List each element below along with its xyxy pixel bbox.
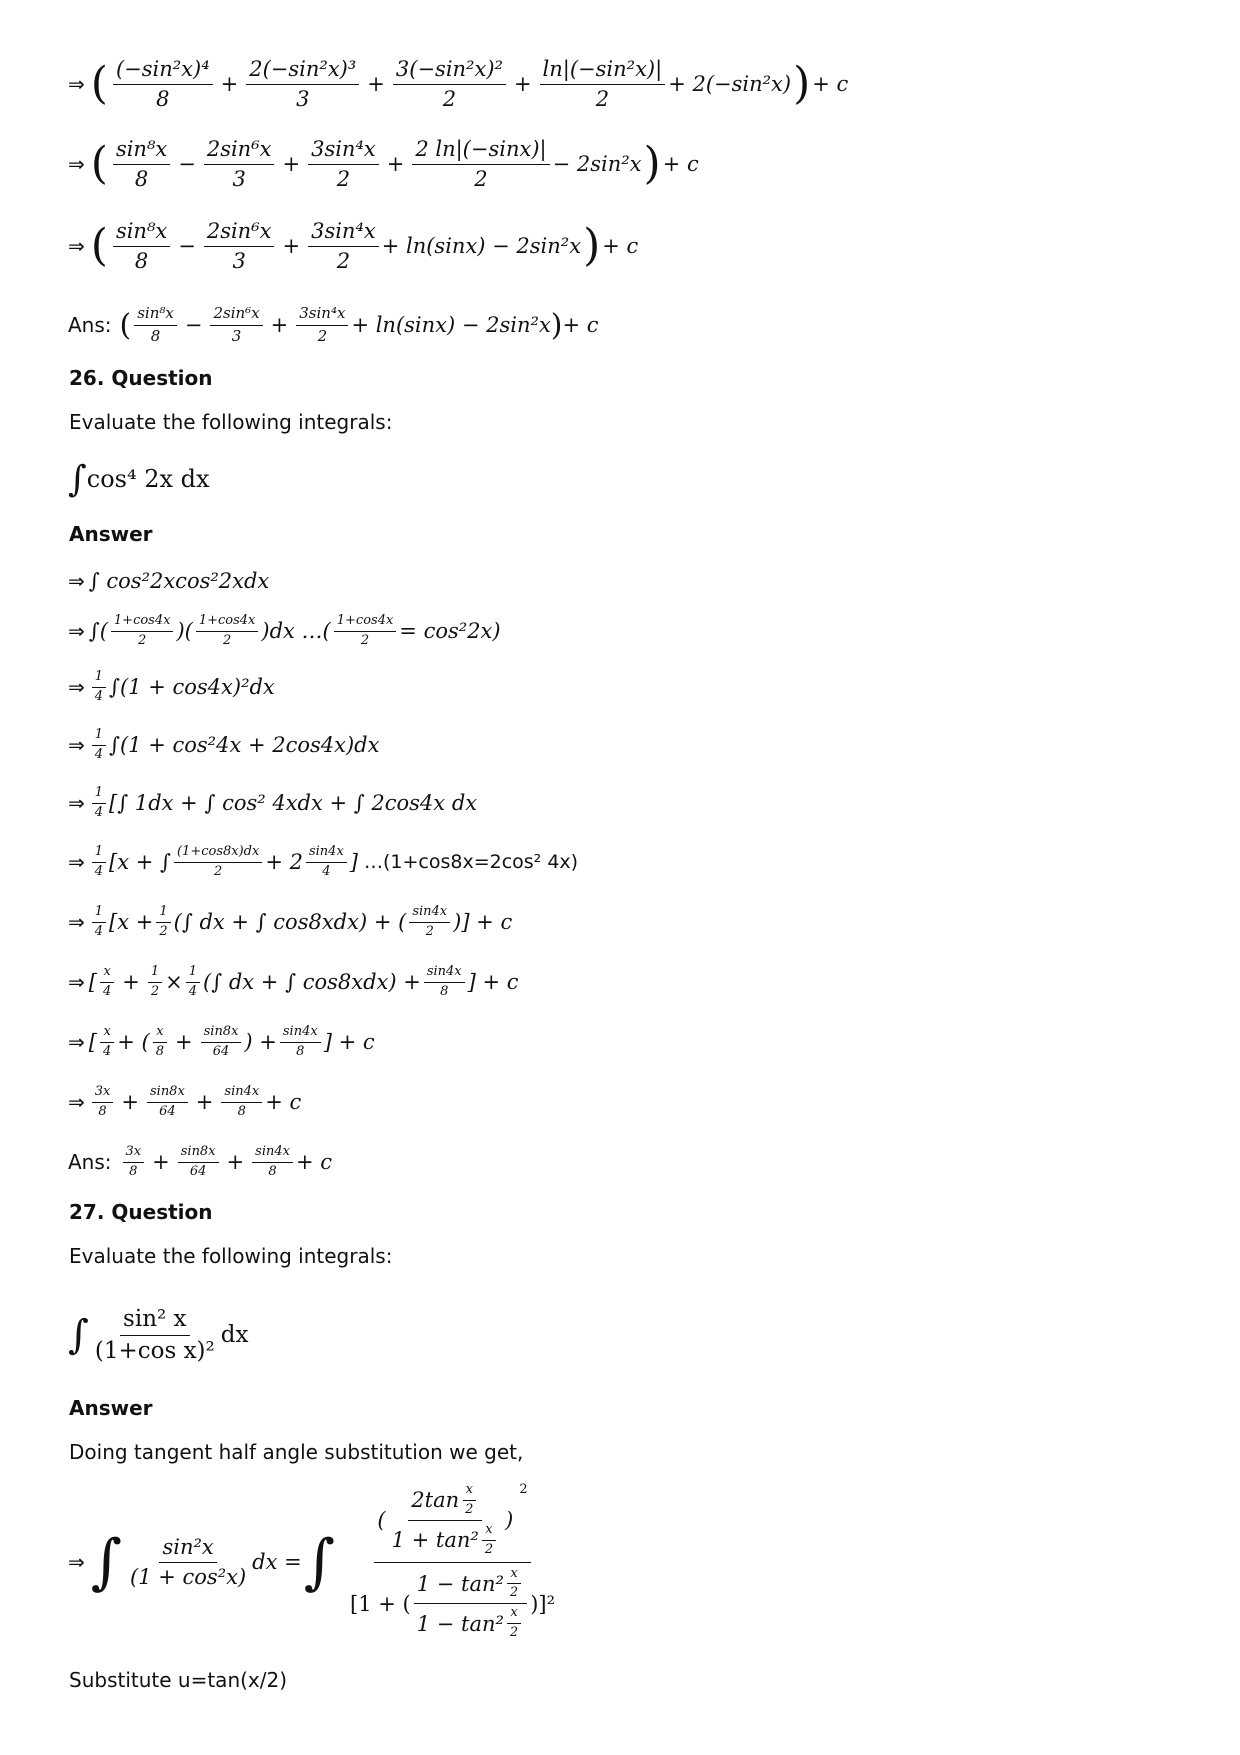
step-4: ⇒ $\frac{1}{4}$ ∫(1 + cos²4x + 2cos4x)dx xyxy=(68,726,380,762)
fraction: $\frac{\text{ln|(−sin²x)|}}{2}$ xyxy=(540,57,666,110)
step-6: ⇒ $\frac{1}{4}$ [x + ∫ $\frac{(1+\cos 8x)dx}{2}$ + 2 $\frac{\sin 4x}{4}$ ] …(1+cos8x=2cos² 4x) xyxy=(68,843,579,879)
answer-heading-27: Answer xyxy=(69,1396,153,1420)
tangent-substitution-equation: ⇒ ∫ $\frac{\text{sin²x}}{\text{(1 + cos²x)}}$ dx = ∫ ( 2tan $\frac{x}{2}$ 1 + tan² $\frac{x}{2}$ ) 2 [1 + ( 1 − tan² $\frac{x}{2}$ 1 − tan² $\frac{x}{2}$ )]² xyxy=(68,1478,561,1646)
step-5: ⇒ $\frac{1}{4}$ [∫ 1dx + ∫ cos² 4xdx + ∫ 2cos4x dx xyxy=(68,784,478,820)
implies-symbol: ⇒ xyxy=(68,72,85,96)
step-10: ⇒ $\frac{3x}{8}$ + $\frac{\sin 8x}{64}$ + $\frac{\sin 4x}{8}$ + c xyxy=(68,1083,302,1119)
equation-line-2: ⇒ ( $\frac{\text{sin⁸x}}{8}$ − $\frac{\text{2sin⁶x}}{3}$ + $\frac{\text{3sin⁴x}}{2}$ + $\frac{2 \ln|(-\sin x)|}{2}$ − 2sin²x ) + c xyxy=(68,137,699,191)
fraction: $\frac{\text{(−sin²x)⁴}}{8}$ xyxy=(113,57,213,110)
substitution-note: Substitute u=tan(x/2) xyxy=(69,1668,288,1692)
question-26-integral: ∫ cos⁴ 2x dx xyxy=(68,458,210,500)
step-1: ⇒ ∫ cos²2xcos²2xdx xyxy=(68,569,270,593)
question-27-prompt: Evaluate the following integrals: xyxy=(69,1244,393,1268)
substitution-intro: Doing tangent half angle substitution we get, xyxy=(69,1440,524,1464)
step-3: ⇒ $\frac{1}{4}$ ∫(1 + cos4x)²dx xyxy=(68,668,275,704)
step-2: ⇒ ∫( $\frac{1+\cos 4x}{2}$ )( $\frac{1+\cos 4x}{2}$ )dx …( $\frac{1+\cos 4x}{2}$ = cos²2x) xyxy=(68,612,501,648)
step-7: ⇒ $\frac{1}{4}$ [x + $\frac{1}{2}$ (∫ dx + ∫ cos8xdx) + ( $\frac{\sin 4x}{2}$ )] + c xyxy=(68,903,513,939)
step-8: ⇒ [ $\frac{x}{4}$ + $\frac{1}{2}$ × $\frac{1}{4}$ (∫ dx + ∫ cos8xdx) + $\frac{\sin 4x}{8}$ ] + c xyxy=(68,963,519,999)
question-27-heading: 27. Question xyxy=(69,1200,213,1224)
fraction: $\frac{\text{2(−sin²x)³}}{3}$ xyxy=(246,57,359,110)
equation-line-1: ⇒ ( $\frac{\text{(−sin²x)⁴}}{8}$ + $\frac{\text{2(−sin²x)³}}{3}$ + $\frac{\text{3(−sin²x)²}}{2}$ + $\frac{\text{ln|(−sin²x)|}}{2}$ + 2(−sin²x) ) + c xyxy=(68,57,849,111)
fraction: $\frac{\text{3(−sin²x)²}}{2}$ xyxy=(393,57,506,110)
answer-heading-26: Answer xyxy=(69,522,153,546)
question-26-prompt: Evaluate the following integrals: xyxy=(69,410,393,434)
answer-line-25: Ans: ( $\frac{\text{sin⁸x}}{8}$ − $\frac{\text{2sin⁶x}}{3}$ + $\frac{\text{3sin⁴x}}{2}$ + ln(sinx) − 2sin²x ) + c xyxy=(68,304,599,345)
answer-line-26: Ans: $\frac{3x}{8}$ + $\frac{\sin 8x}{64}$ + $\frac{\sin 4x}{8}$ + c xyxy=(68,1143,333,1179)
question-26-heading: 26. Question xyxy=(69,366,213,390)
step-9: ⇒ [ $\frac{x}{4}$ + ( $\frac{x}{8}$ + $\frac{\sin 8x}{64}$ ) + $\frac{\sin 4x}{8}$ ] + c xyxy=(68,1023,375,1059)
equation-line-3: ⇒ ( $\frac{\text{sin⁸x}}{8}$ − $\frac{\text{2sin⁶x}}{3}$ + $\frac{\text{3sin⁴x}}{2}$ + ln(sinx) − 2sin²x ) + c xyxy=(68,219,639,273)
big-fraction: ( 2tan $\frac{x}{2}$ 1 + tan² $\frac{x}{2}$ ) 2 [1 + ( 1 − tan² $\frac{x}{2}$ 1 − tan² $\frac{x}{2}$ )]² xyxy=(350,1481,556,1641)
question-27-integral: ∫ $\frac{\text{sin² x}}{\text{(1+cos x)²}}$ dx xyxy=(68,1306,249,1364)
